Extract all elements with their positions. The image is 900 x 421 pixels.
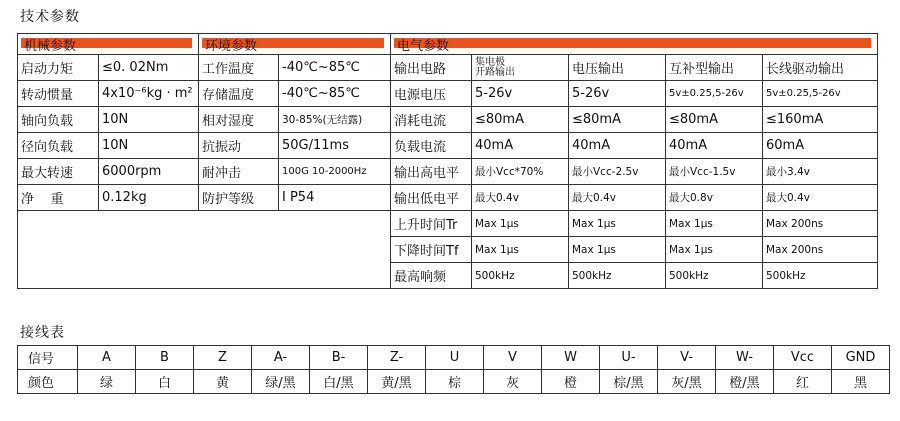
env-label: 抗振动	[199, 133, 279, 159]
signal-cell: Z-	[368, 346, 426, 370]
table-row	[18, 81, 878, 107]
color-cell: 灰	[484, 370, 542, 394]
signal-cell: A	[78, 346, 136, 370]
elec-value: 40mA	[472, 133, 569, 159]
elec-label: 电源电压	[391, 81, 472, 107]
elec-value: 500kHz	[472, 263, 569, 289]
elec-value: 最小Vcc-2.5v	[569, 159, 666, 185]
elec-value: 最大0.4v	[763, 185, 878, 211]
elec-label: 负载电流	[391, 133, 472, 159]
elec-label: 消耗电流	[391, 107, 472, 133]
color-cell: 绿/黑	[252, 370, 310, 394]
signal-cell: Vcc	[774, 346, 832, 370]
elec-value: ≤80mA	[569, 107, 666, 133]
mechanical-header: 机械参数	[18, 34, 199, 55]
signal-cell: V-	[658, 346, 716, 370]
elec-value: 最小Vcc-1.5v	[666, 159, 763, 185]
mech-label: 启动力矩	[18, 55, 99, 81]
wiring-title: 接线表	[20, 325, 65, 341]
signal-cell: W-	[716, 346, 774, 370]
environment-header: 环境参数	[199, 34, 391, 55]
color-cell: 橙/黑	[716, 370, 774, 394]
spec-table	[17, 33, 878, 289]
table-row	[18, 211, 878, 237]
elec-label: 输出低电平	[391, 185, 472, 211]
elec-label: 上升时间Tr	[391, 211, 472, 237]
elec-label: 下降时间Tf	[391, 237, 472, 263]
signal-row	[18, 346, 890, 370]
elec-value: Max 200ns	[763, 211, 878, 237]
env-value: -40℃~85℃	[279, 81, 391, 107]
elec-value: 最大0.4v	[472, 185, 569, 211]
signal-cell: B-	[310, 346, 368, 370]
table-row	[18, 55, 878, 81]
env-label: 防护等级	[199, 185, 279, 211]
env-label: 耐冲击	[199, 159, 279, 185]
signal-cell: Z	[194, 346, 252, 370]
elec-value: 5v±0.25,5-26v	[763, 81, 878, 107]
table-row	[18, 159, 878, 185]
color-cell: 棕	[426, 370, 484, 394]
mech-label: 轴向负载	[18, 107, 99, 133]
elec-value: Max 200ns	[763, 237, 878, 263]
elec-value: ≤80mA	[666, 107, 763, 133]
env-value: 30-85%(无结露)	[279, 107, 391, 133]
mech-label: 径向负载	[18, 133, 99, 159]
elec-value: 40mA	[569, 133, 666, 159]
color-cell: 黄	[194, 370, 252, 394]
env-label: 相对湿度	[199, 107, 279, 133]
elec-value: 500kHz	[666, 263, 763, 289]
signal-cell: V	[484, 346, 542, 370]
elec-label: 输出高电平	[391, 159, 472, 185]
color-cell: 灰/黑	[658, 370, 716, 394]
signal-cell: B	[136, 346, 194, 370]
elec-label: 最高响频	[391, 263, 472, 289]
elec-value: 40mA	[666, 133, 763, 159]
color-cell: 白	[136, 370, 194, 394]
signal-label: 信号	[18, 346, 78, 370]
color-cell: 红	[774, 370, 832, 394]
elec-value: ≤160mA	[763, 107, 878, 133]
elec-value: Max 1μs	[569, 237, 666, 263]
elec-value: 5v±0.25,5-26v	[666, 81, 763, 107]
elec-value: 500kHz	[569, 263, 666, 289]
elec-col-header: 长线驱动输出	[763, 55, 878, 81]
elec-value: ≤80mA	[472, 107, 569, 133]
env-value: -40℃~85℃	[279, 55, 391, 81]
elec-col-header: 电压输出	[569, 55, 666, 81]
table-row	[18, 133, 878, 159]
elec-value: 最小Vcc*70%	[472, 159, 569, 185]
env-value: 100G 10-2000Hz	[279, 159, 391, 185]
electrical-header: 电气参数	[391, 34, 878, 55]
env-value: 50G/11ms	[279, 133, 391, 159]
section-header-row	[18, 34, 878, 55]
mech-label: 净 重	[18, 185, 99, 211]
mech-label: 转动惯量	[18, 81, 99, 107]
elec-value: Max 1μs	[569, 211, 666, 237]
table-row	[18, 107, 878, 133]
color-cell: 绿	[78, 370, 136, 394]
elec-value: Max 1μs	[666, 237, 763, 263]
color-cell: 黄/黑	[368, 370, 426, 394]
mech-value: 10N	[99, 107, 199, 133]
color-row	[18, 370, 890, 394]
signal-cell: U-	[600, 346, 658, 370]
env-label: 存储温度	[199, 81, 279, 107]
elec-col-label: 输出电路	[391, 55, 472, 81]
elec-value: Max 1μs	[472, 237, 569, 263]
color-cell: 棕/黑	[600, 370, 658, 394]
elec-value: 500kHz	[763, 263, 878, 289]
elec-value: 5-26v	[472, 81, 569, 107]
elec-value: 最大0.4v	[569, 185, 666, 211]
table-row	[18, 185, 878, 211]
elec-value: 5-26v	[569, 81, 666, 107]
mech-value: 0.12kg	[99, 185, 199, 211]
elec-value: 最大0.8v	[666, 185, 763, 211]
color-cell: 橙	[542, 370, 600, 394]
signal-cell: U	[426, 346, 484, 370]
mech-label: 最大转速	[18, 159, 99, 185]
spec-title: 技术参数	[20, 9, 80, 25]
env-label: 工作温度	[199, 55, 279, 81]
wiring-table	[17, 345, 890, 394]
signal-cell: A-	[252, 346, 310, 370]
elec-value: 最小3.4v	[763, 159, 878, 185]
signal-cell: GND	[832, 346, 890, 370]
elec-value: Max 1μs	[666, 211, 763, 237]
color-cell: 白/黑	[310, 370, 368, 394]
env-value: I P54	[279, 185, 391, 211]
elec-col-header: 互补型输出	[666, 55, 763, 81]
elec-value: Max 1μs	[472, 211, 569, 237]
mech-value: 6000rpm	[99, 159, 199, 185]
mech-value: 10N	[99, 133, 199, 159]
signal-cell: W	[542, 346, 600, 370]
elec-col-header: 集电极 开路输出	[472, 55, 569, 81]
elec-value: 60mA	[763, 133, 878, 159]
blank-area	[18, 211, 391, 289]
mech-value: ≤0. 02Nm	[99, 55, 199, 81]
color-label: 颜色	[18, 370, 78, 394]
color-cell: 黑	[832, 370, 890, 394]
mech-value: 4x10⁻⁶kg · m²	[99, 81, 199, 107]
